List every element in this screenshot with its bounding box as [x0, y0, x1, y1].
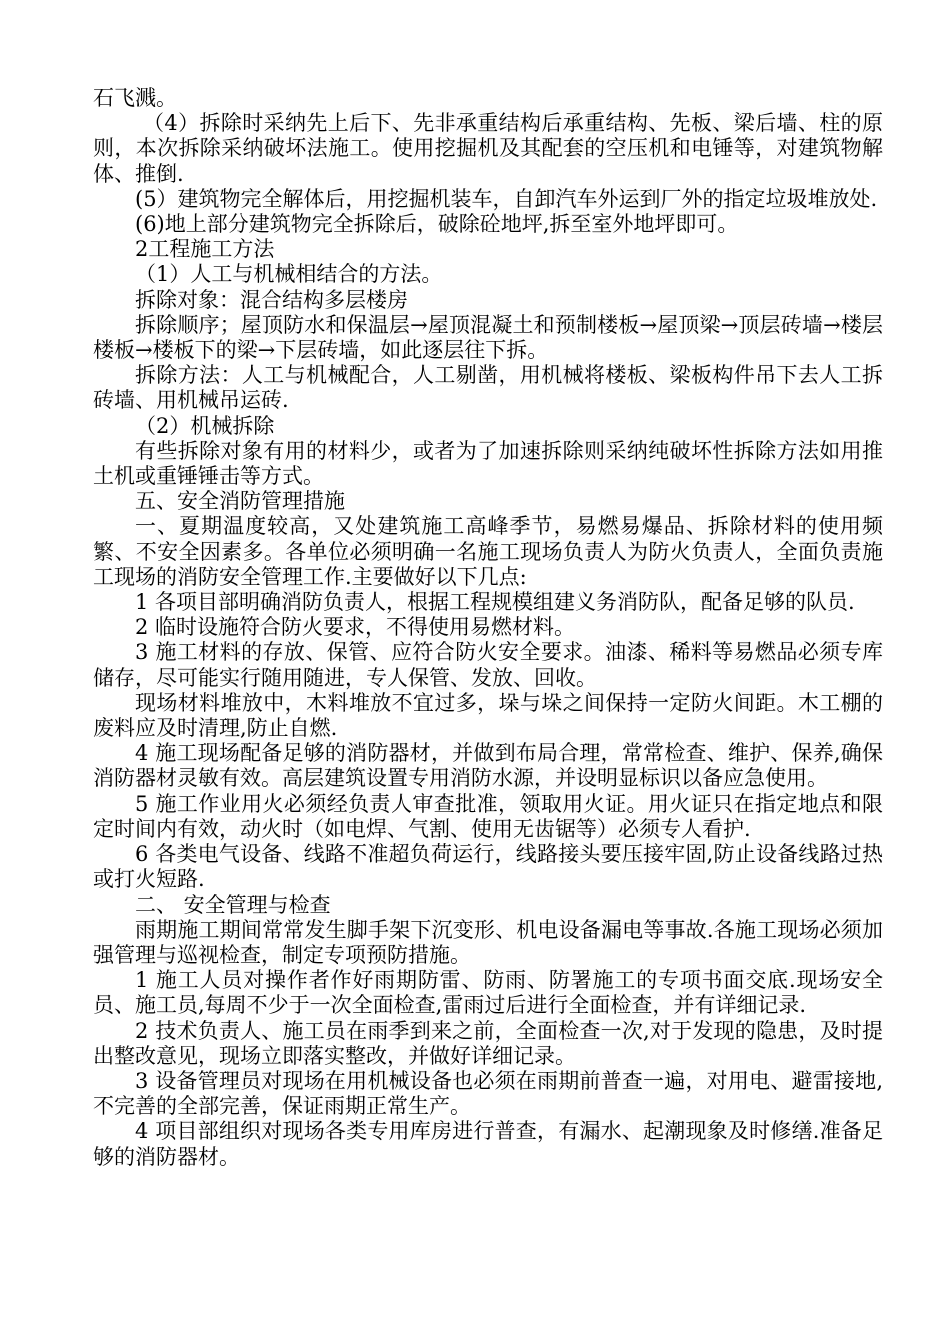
list-item: 1 各项目部明确消防负责人，根据工程规模组建义务消防队，配备足够的队员.: [135, 590, 855, 615]
list-item: 4 项目部组织对现场各类专用库房进行普查，有漏水、起潮现象及时修缮.准备足够的消防器材。: [93, 1119, 883, 1169]
paragraph: 拆除对象：混合结构多层楼房: [135, 287, 408, 312]
list-item: 2 临时设施符合防火要求，不得使用易燃材料。: [135, 615, 576, 640]
paragraph: 石飞溅。: [93, 86, 177, 110]
list-item: 3 设备管理员对现场在用机械设备也必须在雨期前普查一遍，对用电、避雷接地,不完善的全部完善，保证雨期正常生产。: [93, 1068, 883, 1119]
paragraph: (6)地上部分建筑物完全拆除后，破除砼地坪,拆至室外地坪即可。: [135, 212, 739, 237]
section-heading: 五、安全消防管理措施: [135, 489, 345, 514]
paragraph: 一、夏期温度较高，又处建筑施工高峰季节，易燃易爆品、拆除材料的使用频繁、不安全因素多。各单位必须明确一名施工现场负责人为防火负责人，全面负责施工现场的消防安全管理工作.主要做好以下几点:: [93, 514, 883, 589]
paragraph: 雨期施工期间常常发生脚手架下沉变形、机电设备漏电等事故.各施工现场必须加强管理与巡视检查，制定专项预防措施。: [93, 917, 883, 967]
list-item: 3 施工材料的存放、保管、应符合防火安全要求。油漆、稀料等易燃品必须专库储存，尽可能实行随用随进，专人保管、发放、回收。: [93, 640, 883, 690]
paragraph: 现场材料堆放中，木料堆放不宜过多，垛与垛之间保持一定防火间距。木工棚的废料应及时清理,防止自燃.: [93, 690, 883, 741]
list-item: 1 施工人员对操作者作好雨期防雷、防雨、防署施工的专项书面交底.现场安全员、施工员,每周不少于一次全面检查,雷雨过后进行全面检查，并有详细记录.: [93, 968, 883, 1018]
paragraph: (5）建筑物完全解体后，用挖掘机装车，自卸汽车外运到厂外的指定垃圾堆放处.: [135, 186, 878, 211]
list-item: 4 施工现场配备足够的消防器材，并做到布局合理，常常检查、维护、保养,确保消防器材灵敏有效。高层建筑设置专用消防水源，并设明显标识以备应急使用。: [93, 741, 883, 791]
paragraph: 有些拆除对象有用的材料少，或者为了加速拆除则采纳纯破坏性拆除方法如用推土机或重锤锤击等方式。: [93, 438, 883, 489]
list-item: 5 施工作业用火必须经负责人审查批准，领取用火证。用火证只在指定地点和限定时间内有效，动火时（如电焊、气割、使用无齿锯等）必须专人看护.: [93, 791, 883, 841]
list-item: 6 各类电气设备、线路不准超负荷运行，线路接头要压接牢固,防止设备线路过热或打火短路.: [93, 842, 883, 892]
sub-heading: （2）机械拆除: [135, 413, 275, 438]
paragraph: 拆除顺序；屋顶防水和保温层→屋顶混凝土和预制楼板→屋顶梁→顶层砖墙→楼层楼板→楼板下的梁→下层砖墙，如此逐层往下拆。: [93, 312, 883, 363]
sub-heading: （1）人工与机械相结合的方法。: [135, 262, 443, 287]
paragraph: 拆除方法：人工与机械配合，人工剔凿，用机械将楼板、梁板构件吊下去人工拆砖墙、用机械吊运砖.: [93, 363, 883, 413]
section-heading: 二、 安全管理与检查: [135, 892, 331, 917]
list-item: 2 技术负责人、施工员在雨季到来之前，全面检查一次,对于发现的隐患，及时提出整改意见，现场立即落实整改，并做好详细记录。: [93, 1018, 883, 1068]
document-page: [93, 86, 883, 1170]
section-heading: 2工程施工方法: [135, 237, 275, 262]
paragraph: （4）拆除时采纳先上后下、先非承重结构后承重结构、先板、梁后墙、柱的原则，本次拆除采纳破坏法施工。使用挖掘机及其配套的空压机和电锤等，对建筑物解体、推倒.: [93, 111, 883, 186]
